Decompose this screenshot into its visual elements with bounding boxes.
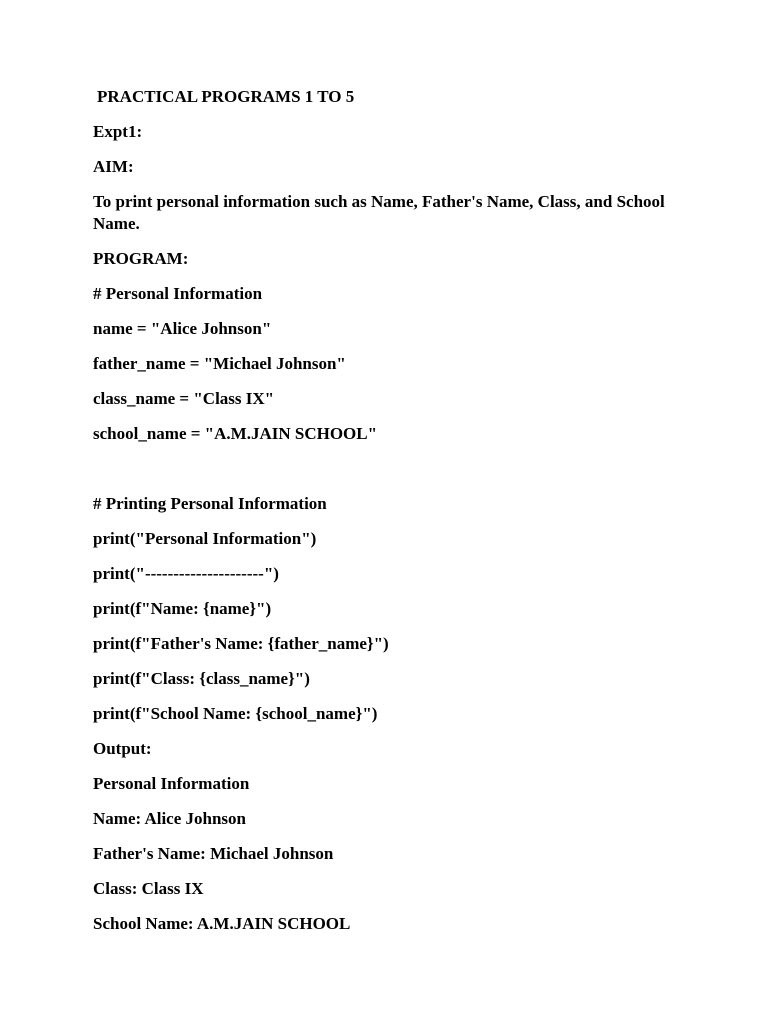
code-line: print("Personal Information") (93, 529, 317, 548)
code-comment: # Printing Personal Information (93, 494, 327, 513)
program-label: PROGRAM: (93, 249, 189, 268)
code-line: name = "Alice Johnson" (93, 319, 272, 338)
code-line: print(f"School Name: {school_name}") (93, 704, 378, 723)
experiment-label: Expt1: (93, 122, 143, 141)
output-line: School Name: A.M.JAIN SCHOOL (93, 914, 351, 933)
output-line: Class: Class IX (93, 879, 204, 898)
blank-line (93, 458, 673, 493)
document-title: PRACTICAL PROGRAMS 1 TO 5 (97, 87, 355, 106)
output-line: Name: Alice Johnson (93, 809, 246, 828)
code-line: print(f"Class: {class_name}") (93, 669, 310, 688)
code-line: school_name = "A.M.JAIN SCHOOL" (93, 424, 378, 443)
output-line: Personal Information (93, 774, 250, 793)
code-line: print("---------------------") (93, 564, 279, 583)
document-body (93, 86, 673, 948)
code-line: father_name = "Michael Johnson" (93, 354, 346, 373)
code-line: class_name = "Class IX" (93, 389, 275, 408)
code-line: print(f"Name: {name}") (93, 599, 272, 618)
output-label: Output: (93, 739, 152, 758)
code-line: print(f"Father's Name: {father_name}") (93, 634, 389, 653)
code-comment: # Personal Information (93, 284, 263, 303)
aim-label: AIM: (93, 157, 134, 176)
output-line: Father's Name: Michael Johnson (93, 844, 334, 863)
aim-text: To print personal information such as Name, Father's Name, Class, and School Name. (93, 192, 669, 233)
